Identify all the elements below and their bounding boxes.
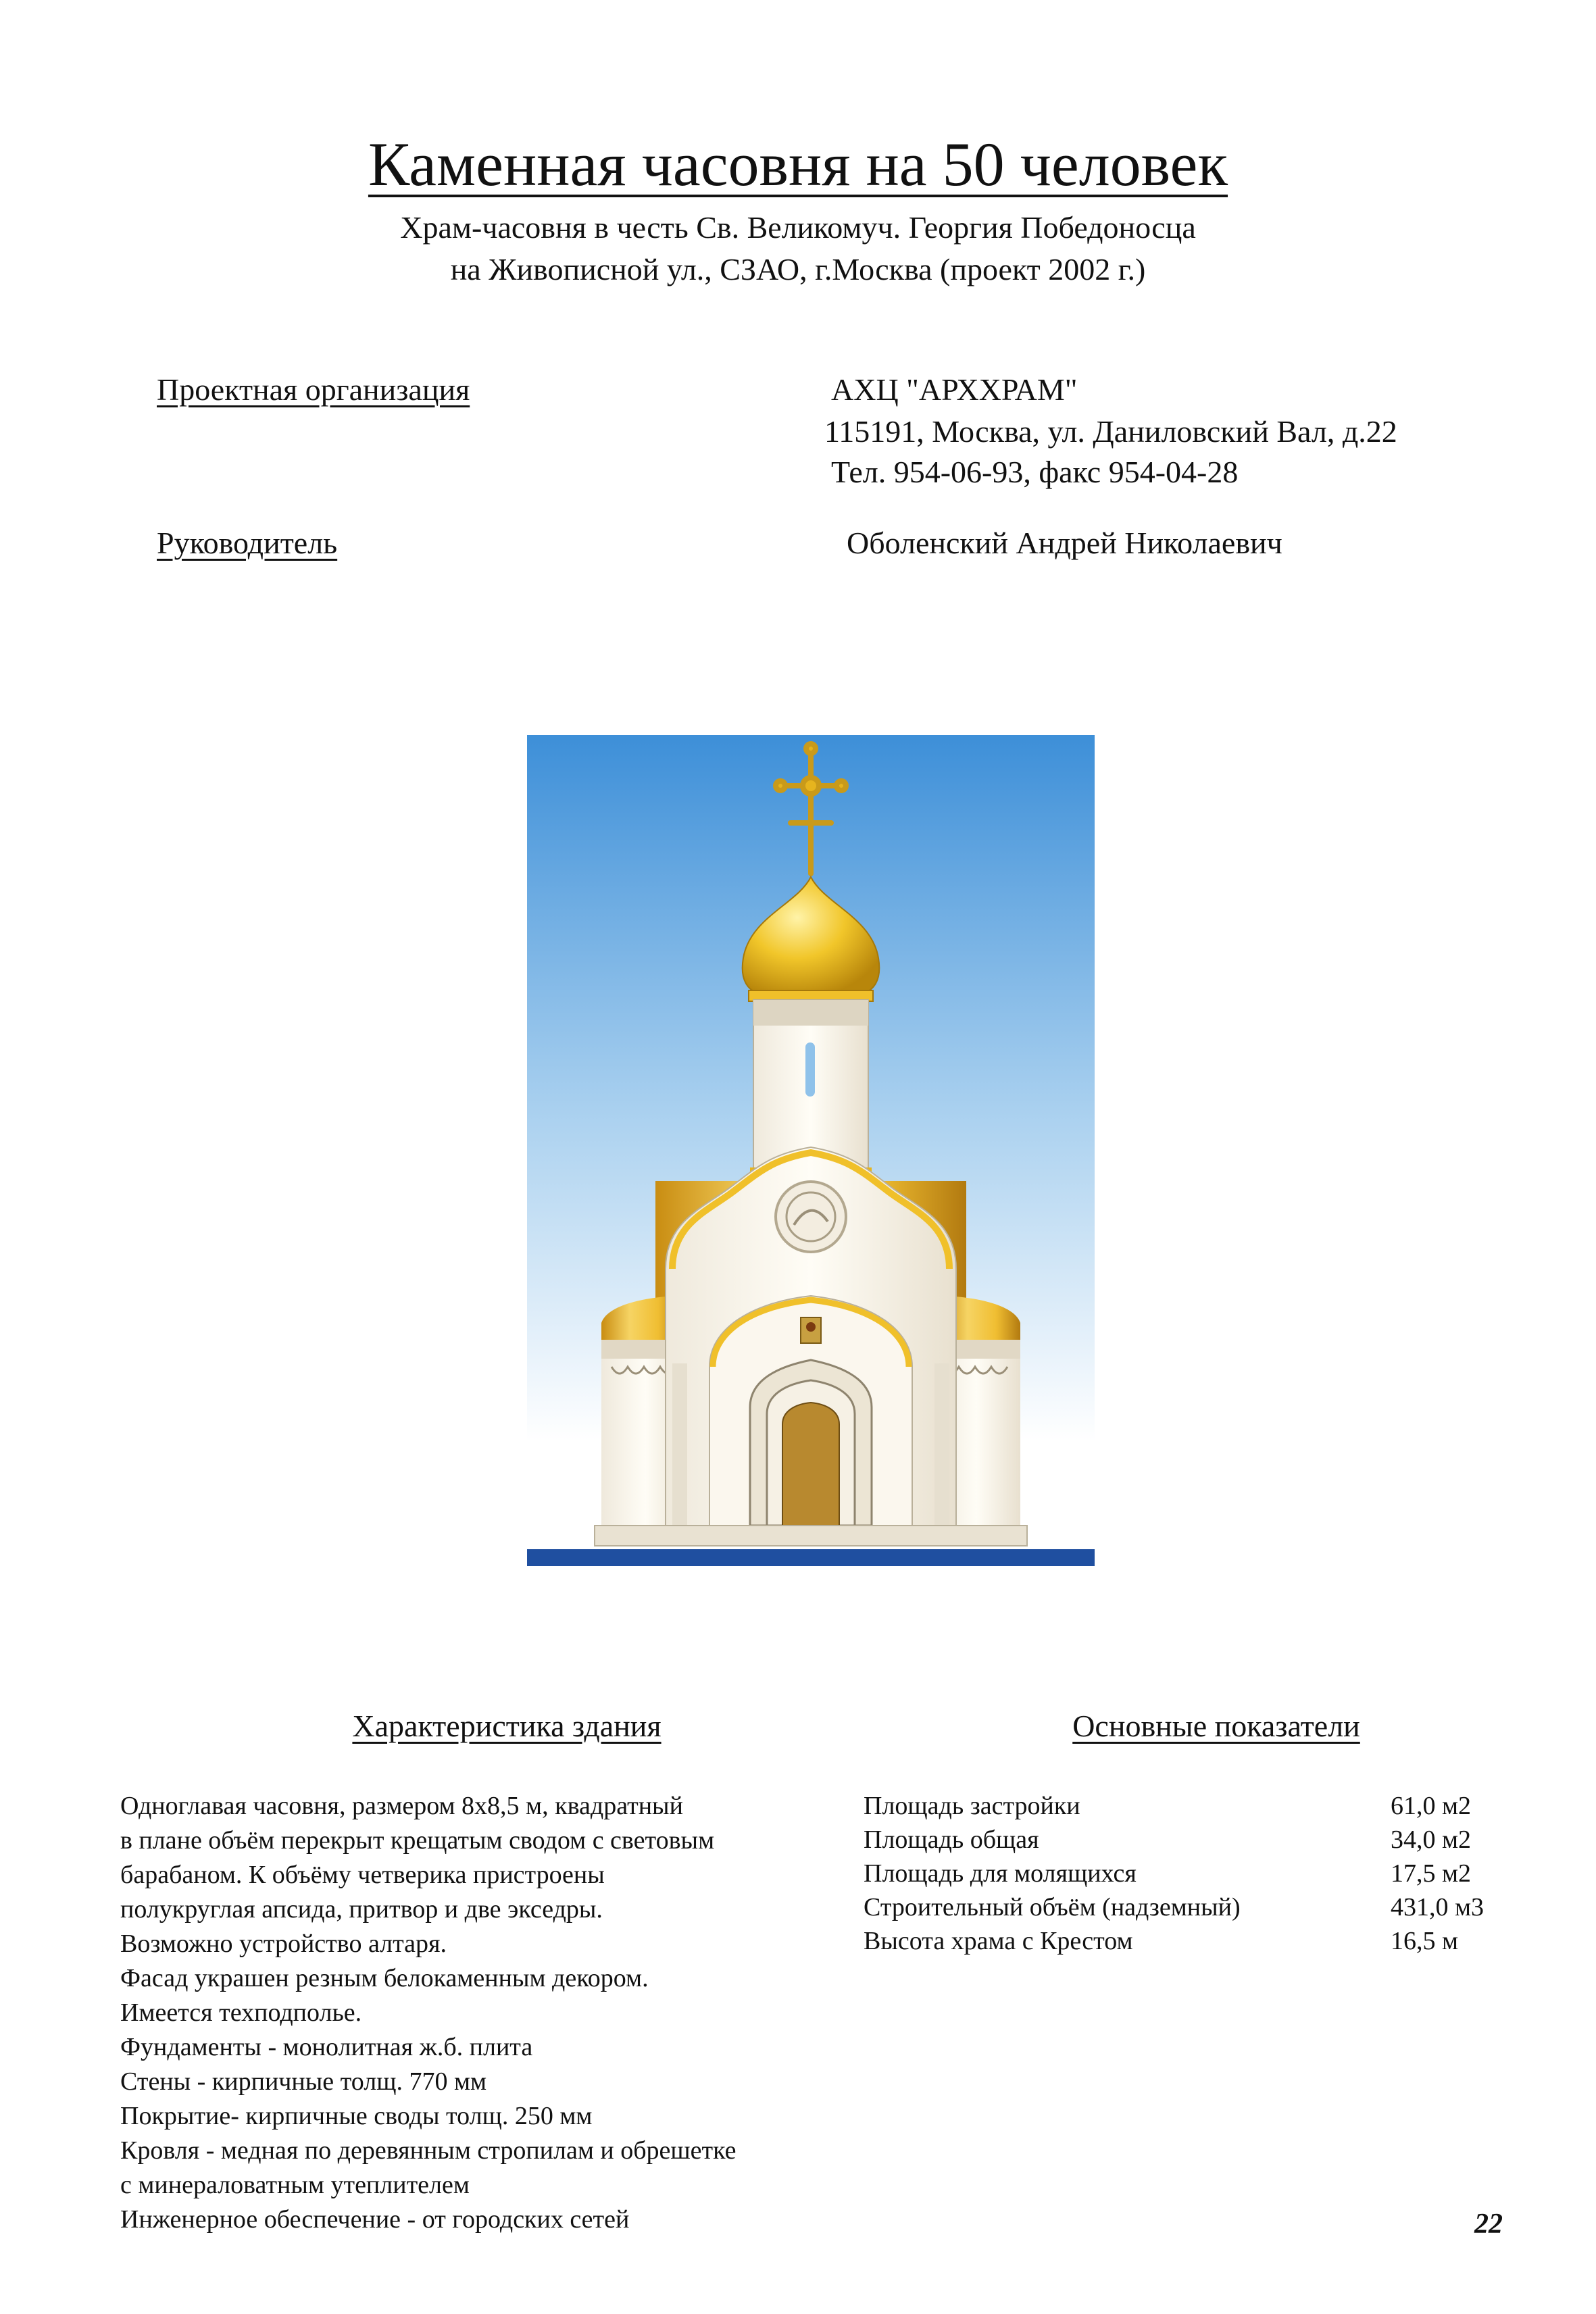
head-label: Руководитель — [157, 526, 338, 560]
characteristics-line: Стены - кирпичные толщ. 770 мм — [120, 2067, 487, 2096]
indicator-row — [864, 1823, 1512, 1857]
characteristics-line: Инженерное обеспечение - от городских сетей — [120, 2205, 630, 2234]
characteristics-line: Фасад украшен резным белокаменным декором. — [120, 1964, 649, 1992]
indicator-value: 16,5 м — [1391, 1927, 1459, 1955]
characteristics-line: Имеется техподполье. — [120, 1998, 362, 2027]
characteristics-heading: Характеристика здания — [352, 1709, 662, 1743]
indicators-heading: Основные показатели — [1072, 1709, 1360, 1743]
indicator-name: Высота храма с Крестом — [864, 1927, 1133, 1955]
indicator-row — [864, 1857, 1512, 1890]
characteristics-line: Фундаменты - монолитная ж.б. плита — [120, 2033, 533, 2061]
subtitle-line-2: на Живописной ул., СЗАО, г.Москва (проект 2002 г.) — [450, 252, 1146, 286]
subtitle-line-1: Храм-часовня в честь Св. Великомуч. Георгия Победоносца — [400, 210, 1196, 245]
indicator-name: Площадь общая — [864, 1826, 1039, 1854]
characteristics-text — [120, 1789, 931, 2237]
indicator-row — [864, 1924, 1512, 1958]
chapel-illustration — [527, 735, 1095, 1566]
indicator-row — [864, 1890, 1512, 1924]
characteristics-line: в плане объём перекрыт крещатым сводом с световым — [120, 1826, 715, 1855]
door — [782, 1403, 839, 1526]
characteristics-line: Покрытие- кирпичные своды толщ. 250 мм — [120, 2102, 593, 2130]
characteristics-line: полукруглая апсида, притвор и две экседры. — [120, 1895, 603, 1923]
indicator-row — [864, 1789, 1512, 1823]
characteristics-line: Возможно устройство алтаря. — [120, 1930, 447, 1958]
characteristics-line: барабаном. К объёму четверика пристроены — [120, 1861, 605, 1889]
indicator-name: Площадь для молящихся — [864, 1859, 1137, 1888]
indicators-table — [864, 1789, 1512, 1958]
org-label: Проектная организация — [157, 372, 470, 407]
indicator-value: 61,0 м2 — [1391, 1792, 1472, 1820]
page-title: Каменная часовня на 50 человек — [368, 130, 1228, 199]
org-name: АХЦ "АРХХРАМ" — [831, 372, 1078, 407]
indicator-value: 431,0 м3 — [1391, 1893, 1485, 1921]
characteristics-line: Одноглавая часовня, размером 8х8,5 м, квадратный — [120, 1792, 683, 1820]
page-number: 22 — [1474, 2209, 1503, 2240]
indicator-value: 17,5 м2 — [1391, 1859, 1472, 1888]
characteristics-line: с минераловатным утеплителем — [120, 2171, 470, 2199]
head-name: Оболенский Андрей Николаевич — [847, 526, 1282, 560]
org-address: 115191, Москва, ул. Даниловский Вал, д.22 — [824, 414, 1397, 449]
indicator-name: Площадь застройки — [864, 1792, 1080, 1820]
characteristics-line: Кровля - медная по деревянным стропилам и обрешетке — [120, 2136, 737, 2165]
ground-line — [527, 1549, 1095, 1566]
indicator-value: 34,0 м2 — [1391, 1826, 1472, 1854]
indicator-name: Строительный объём (надземный) — [864, 1893, 1241, 1921]
org-phone: Тел. 954-06-93, факс 954-04-28 — [831, 455, 1239, 489]
